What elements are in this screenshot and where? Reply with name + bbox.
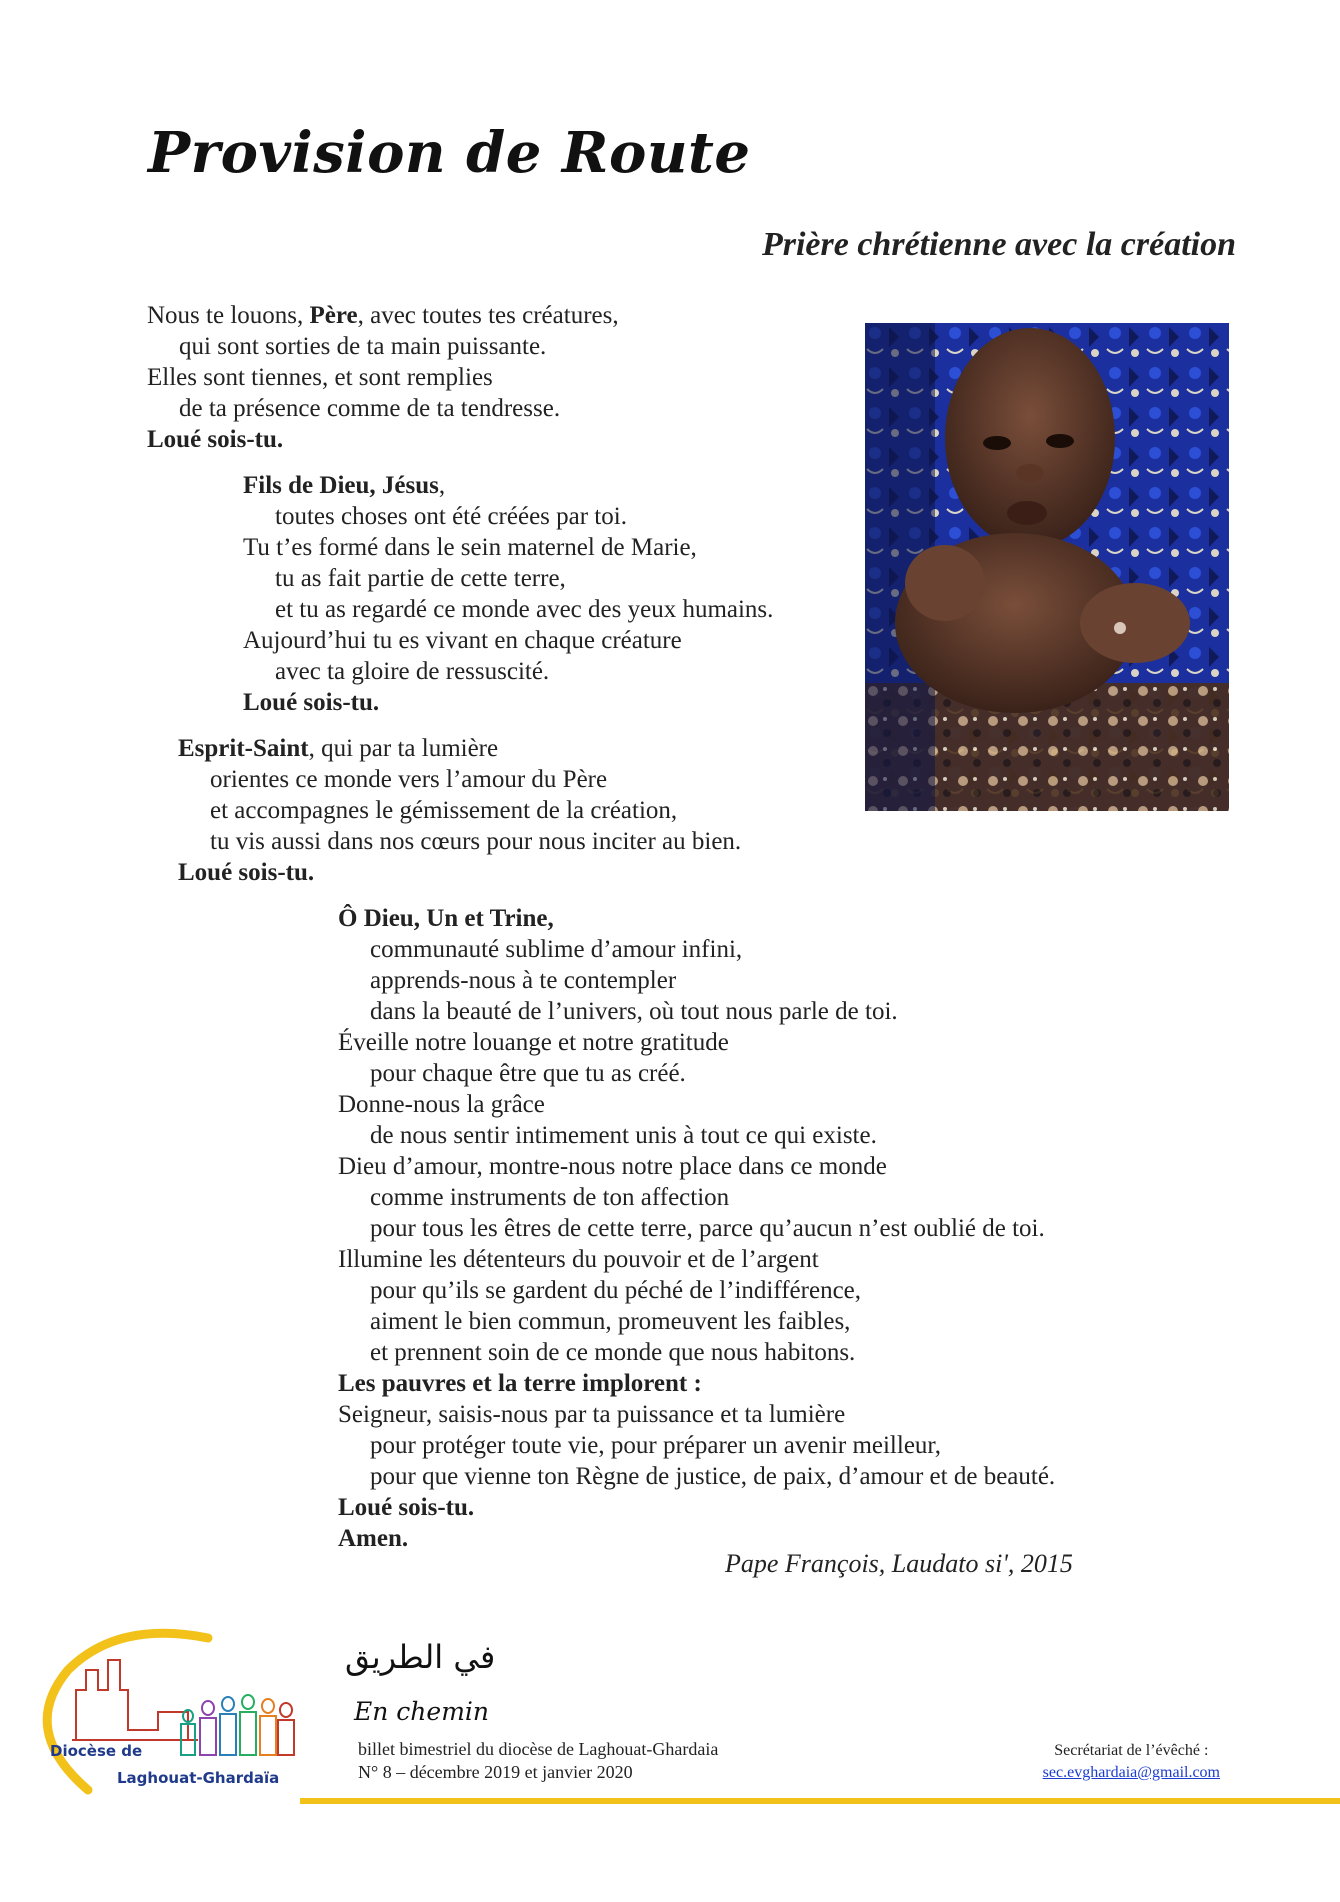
stanza-line: Aujourd’hui tu es vivant en chaque créature <box>243 627 682 654</box>
stanza-line: Dieu d’amour, montre-nous notre place dans ce monde <box>338 1153 887 1180</box>
secretariat-contact <box>1043 1740 1220 1784</box>
stanza-2 <box>243 470 773 718</box>
stanza-line: Esprit-Saint, qui par ta lumière <box>178 735 499 762</box>
stanza-refrain: Loué sois-tu. <box>338 1494 475 1521</box>
stanza-line: tu as fait partie de cette terre, <box>275 565 566 592</box>
stanza-line: tu vis aussi dans nos cœurs pour nous inciter au bien. <box>210 828 742 855</box>
stanza-line: pour que vienne ton Règne de justice, de paix, d’amour et de beauté. <box>370 1463 1056 1490</box>
arabic-title: في الطريق <box>345 1638 496 1676</box>
page-title: Provision de Route <box>148 120 751 186</box>
newborn-photo-illustration <box>865 323 1229 811</box>
stanza-line: avec ta gloire de ressuscité. <box>275 658 550 685</box>
stanza-line: pour qu’ils se gardent du péché de l’indifférence, <box>370 1277 862 1304</box>
stanza-line: Amen. <box>338 1525 409 1552</box>
stanza-line: de ta présence comme de ta tendresse. <box>179 395 561 422</box>
signature: Pape François, Laudato si', 2015 <box>725 1549 1073 1578</box>
stanza-line: pour tous les êtres de cette terre, parce qu’aucun n’est oublié de toi. <box>370 1215 1045 1242</box>
bulletin-info <box>358 1738 718 1784</box>
stanza-line: comme instruments de ton affection <box>370 1184 730 1211</box>
stanza-line: Nous te louons, Père, avec toutes tes créatures, <box>147 302 619 329</box>
stanza-line: Donne-nous la grâce <box>338 1091 545 1118</box>
stanza-line: qui sont sorties de ta main puissante. <box>179 333 547 360</box>
stanza-line: Éveille notre louange et notre gratitude <box>338 1029 729 1056</box>
stanza-line: et tu as regardé ce monde avec des yeux humains. <box>275 596 774 623</box>
stanza-line: Les pauvres et la terre implorent : <box>338 1370 702 1397</box>
stanza-1 <box>147 300 619 455</box>
stanza-refrain: Loué sois-tu. <box>147 426 284 453</box>
email-link[interactable]: sec.evghardaia@gmail.com <box>1042 1764 1220 1781</box>
stanza-line: Fils de Dieu, Jésus, <box>243 472 446 499</box>
page-subtitle: Prière chrétienne avec la création <box>761 226 1236 263</box>
stanza-3 <box>178 733 741 888</box>
stanza-refrain: Loué sois-tu. <box>243 689 380 716</box>
stanza-line: Tu t’es formé dans le sein maternel de Marie, <box>243 534 697 561</box>
logo-line-1: Diocèse de <box>50 1742 143 1760</box>
stanza-line: Seigneur, saisis-nous par ta puissance et ta lumière <box>338 1401 846 1428</box>
logo-line-2: Laghouat-Ghardaïa <box>117 1769 280 1787</box>
stanza-line: toutes choses ont été créées par toi. <box>275 503 627 530</box>
stanza-line: et accompagnes le gémissement de la création, <box>210 797 678 824</box>
stanza-line: pour chaque être que tu as créé. <box>370 1060 686 1087</box>
bulletin-issue: N° 8 – décembre 2019 et janvier 2020 <box>358 1762 633 1782</box>
bulletin-description: billet bimestriel du diocèse de Laghouat-Ghardaia <box>358 1739 719 1759</box>
stanza-line: Ô Dieu, Un et Trine, <box>338 905 554 932</box>
stanza-line: communauté sublime d’amour infini, <box>370 936 743 963</box>
stanza-refrain: Loué sois-tu. <box>178 859 315 886</box>
stanza-line: Illumine les détenteurs du pouvoir et de l’argent <box>338 1246 819 1273</box>
stanza-line: aiment le bien commun, promeuvent les faibles, <box>370 1308 851 1335</box>
newborn-photo <box>865 323 1229 811</box>
stanza-line: orientes ce monde vers l’amour du Père <box>210 766 608 793</box>
bulletin-name: En chemin <box>354 1697 489 1726</box>
stanza-line: Elles sont tiennes, et sont remplies <box>147 364 493 391</box>
stanza-line: de nous sentir intimement unis à tout ce qui existe. <box>370 1122 877 1149</box>
stanza-line: pour protéger toute vie, pour préparer un avenir meilleur, <box>370 1432 941 1459</box>
stanza-line: apprends-nous à te contempler <box>370 967 677 994</box>
stanza-4 <box>338 903 1055 1554</box>
stanza-line: et prennent soin de ce monde que nous habitons. <box>370 1339 856 1366</box>
footer-rule <box>300 1798 1340 1804</box>
stanza-line: dans la beauté de l’univers, où tout nous parle de toi. <box>370 998 898 1025</box>
secretariat-label: Secrétariat de l’évêché : <box>1054 1742 1209 1759</box>
